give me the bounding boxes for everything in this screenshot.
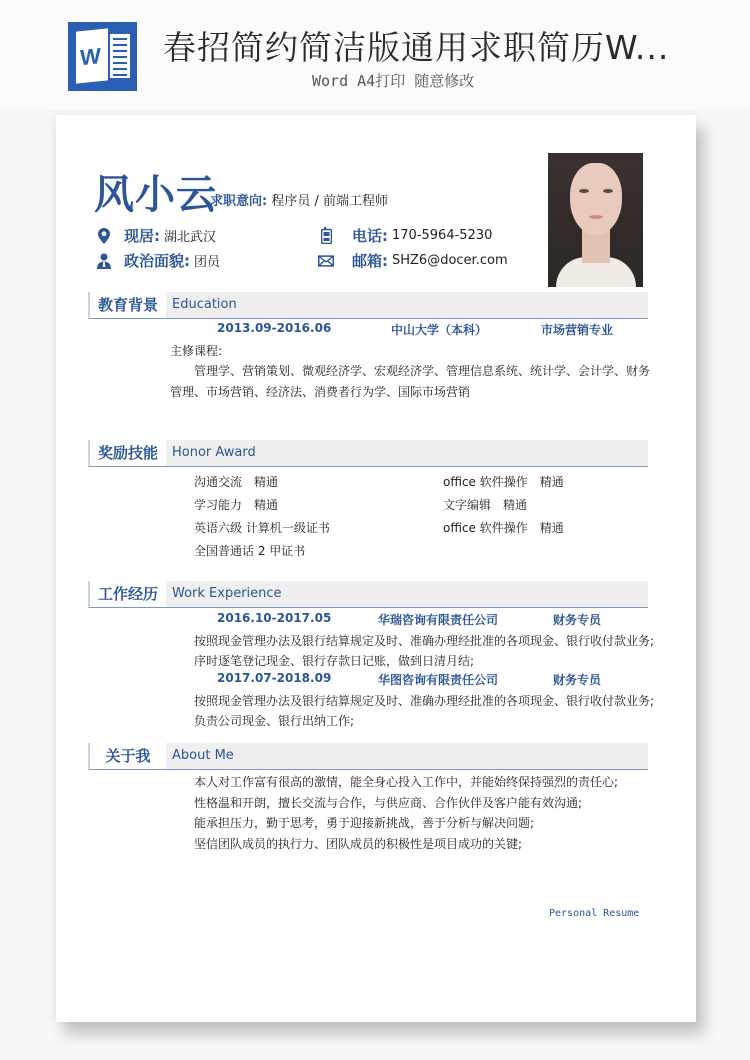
job-period: 2016.10-2017.05 — [217, 611, 332, 625]
courses-line-1: 管理学、营销策划、微观经济学、宏观经济学、管理信息系统、统计学、会计学、财务 — [194, 364, 651, 378]
job-company: 华瑞咨询有限责任公司 — [378, 613, 499, 627]
skill-item: 英语六级 计算机一级证书 — [194, 521, 330, 535]
info-phone — [318, 225, 492, 246]
section-title-zh: 关于我 — [90, 743, 166, 769]
skill-item: 学习能力 精通 — [194, 498, 279, 512]
mobile-phone-icon — [318, 228, 334, 244]
envelope-icon — [318, 253, 334, 269]
email-value[interactable]: SHZ6@docer.com — [392, 253, 508, 268]
section-title-en: About Me — [166, 743, 648, 769]
about-line: 性格温和开朗，擅长交流与合作，与供应商、合作伙伴及客户能有效沟通; — [194, 796, 583, 810]
section-title-zh: 工作经历 — [90, 581, 166, 607]
section-header-about — [88, 743, 648, 770]
job-intent-value: 程序员 / 前端工程师 — [271, 194, 388, 209]
email-label: 邮箱: — [352, 252, 388, 270]
word-doc-icon — [68, 22, 137, 91]
job-role: 财务专员 — [553, 613, 602, 627]
courses-label: 主修课程: — [170, 344, 223, 358]
job-period: 2017.07-2018.09 — [217, 671, 332, 685]
section-title-en: Honor Award — [166, 440, 648, 466]
job-intent-label: 求职意向: — [210, 194, 268, 209]
skill-item: 沟通交流 精通 — [194, 475, 279, 489]
person-icon — [96, 253, 112, 269]
job-company: 华图咨询有限责任公司 — [378, 673, 499, 687]
section-header-work — [88, 581, 648, 608]
skill-item: office 软件操作 精通 — [443, 475, 564, 489]
document-subtitle: Word A4打印 随意修改 — [312, 72, 475, 90]
edu-school: 中山大学（本科） — [391, 323, 488, 337]
edu-major: 市场营销专业 — [541, 323, 614, 337]
job-desc-line: 按照现金管理办法及银行结算规定及时、准确办理经批准的各项现金、银行收付款业务; — [194, 694, 655, 708]
about-line: 本人对工作富有很高的激情，能全身心投入工作中，并能始终保持强烈的责任心; — [194, 775, 619, 789]
portrait-photo — [548, 153, 643, 287]
info-email — [318, 250, 508, 271]
about-line: 坚信团队成员的执行力、团队成员的积极性是项目成功的关键; — [194, 837, 523, 851]
political-label: 政治面貌: — [124, 252, 190, 270]
section-header-skills — [88, 440, 648, 467]
section-title-en: Education — [166, 292, 648, 318]
job-desc-line: 序时逐笔登记现金、银行存款日记账，做到日清月结; — [194, 654, 475, 668]
about-line: 能承担压力，勤于思考，勇于迎接新挑战，善于分析与解决问题; — [194, 816, 535, 830]
skill-item: 文字编辑 精通 — [443, 498, 528, 512]
section-header-education — [88, 292, 648, 319]
info-political — [96, 250, 220, 271]
skill-item: office 软件操作 精通 — [443, 521, 564, 535]
phone-label: 电话: — [352, 227, 388, 245]
political-value: 团员 — [194, 255, 221, 270]
residence-label: 现居: — [124, 227, 160, 245]
section-title-zh: 奖励技能 — [90, 440, 166, 466]
info-residence — [96, 225, 216, 246]
section-title-en: Work Experience — [166, 581, 648, 607]
section-title-zh: 教育背景 — [90, 292, 166, 318]
job-role: 财务专员 — [553, 673, 602, 687]
location-pin-icon — [96, 228, 112, 244]
edu-period: 2013.09-2016.06 — [217, 321, 332, 335]
resume-page — [56, 115, 696, 1022]
personal-resume-mark: Personal Resume — [549, 908, 640, 919]
document-title: 春招简约简洁版通用求职简历W... — [163, 28, 670, 67]
residence-value: 湖北武汉 — [164, 230, 217, 245]
job-intent — [210, 190, 388, 209]
candidate-name: 风小云 — [94, 172, 217, 218]
preview-banner — [0, 0, 750, 110]
job-desc-line: 按照现金管理办法及银行结算规定及时、准确办理经批准的各项现金、银行收付款业务; — [194, 634, 655, 648]
courses-line-2: 管理、市场营销、经济法、消费者行为学、国际市场营销 — [170, 385, 471, 399]
skill-item: 全国普通话 2 甲证书 — [194, 544, 306, 558]
job-desc-line: 负责公司现金、银行出纳工作; — [194, 714, 355, 728]
phone-value[interactable]: 170-5964-5230 — [392, 228, 493, 243]
word-letter: W — [80, 43, 101, 71]
